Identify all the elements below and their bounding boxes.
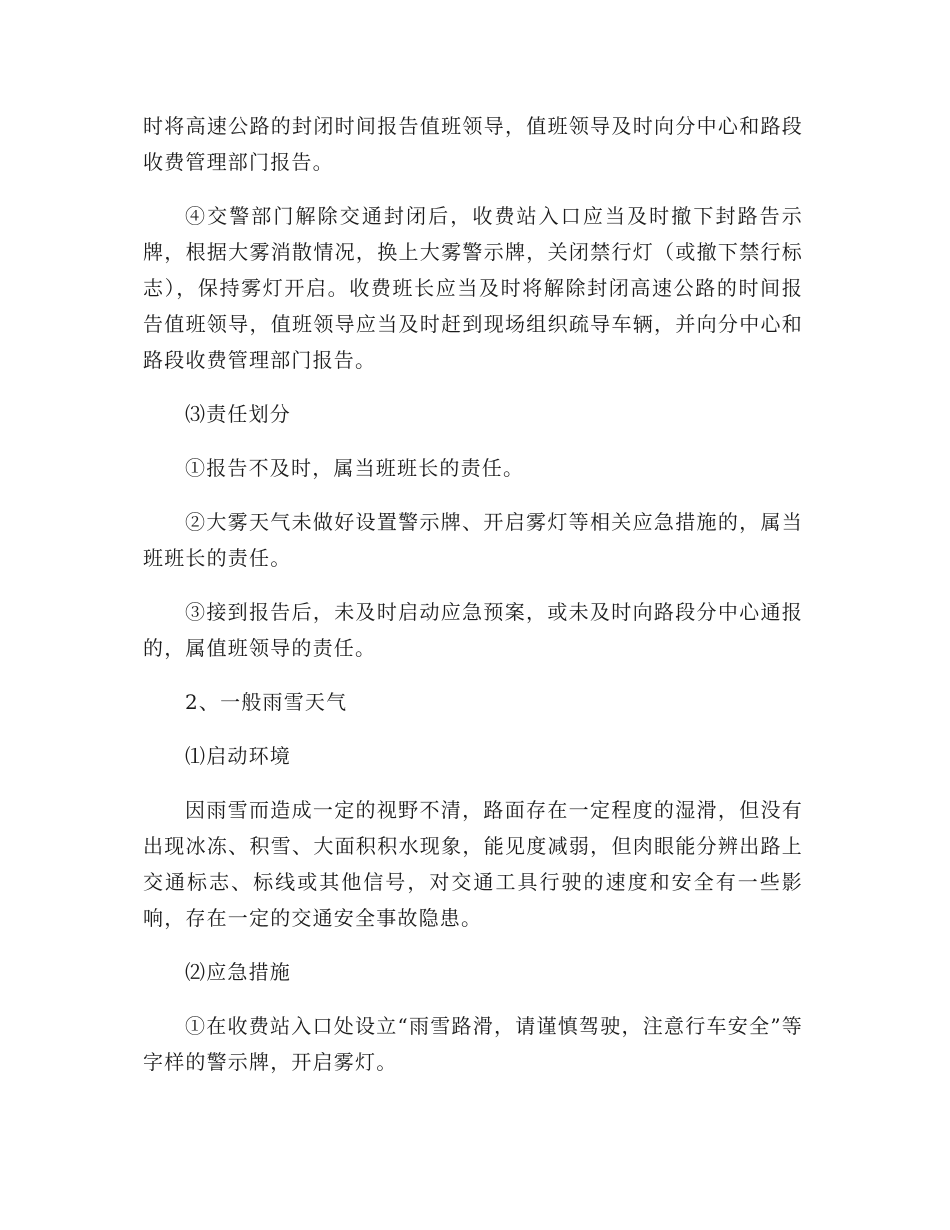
subsection-heading-measures: ⑵应急措施 <box>185 960 291 984</box>
paragraph-continuation: 时将高速公路的封闭时间报告值班领导，值班领导及时向分中心和路段收费管理部门报告。 <box>143 114 803 174</box>
paragraph-responsibility-2: ②大雾天气未做好设置警示牌、开启雾灯等相关应急措施的，属当班班长的责任。 <box>143 510 803 570</box>
paragraph-measure-1: ①在收费站入口处设立“雨雪路滑，请谨慎驾驶，注意行车安全”等字样的警示牌，开启雾灯。 <box>143 1014 803 1074</box>
subsection-heading-trigger: ⑴启动环境 <box>185 744 291 768</box>
section-heading-responsibility: ⑶责任划分 <box>185 402 291 426</box>
section-heading-rain-snow: 2、一般雨雪天气 <box>185 690 348 714</box>
paragraph-item-4-lift-closure: ④交警部门解除交通封闭后，收费站入口应当及时撤下封路告示牌，根据大雾消散情况，换上大雾警示牌，关闭禁行灯（或撤下禁行标志），保持雾灯开启。收费班长应当及时将解除封闭高速公路的时间报告值班领导，值班领导应当及时赶到现场组织疏导车辆，并向分中心和路段收费管理部门报告。 <box>143 204 803 372</box>
paragraph-responsibility-3: ③接到报告后，未及时启动应急预案，或未及时向路段分中心通报的，属值班领导的责任。 <box>143 600 803 660</box>
paragraph-trigger-description: 因雨雪而造成一定的视野不清，路面存在一定程度的湿滑，但没有出现冰冻、积雪、大面积积水现象，能见度减弱，但肉眼能分辨出路上交通标志、标线或其他信号，对交通工具行驶的速度和安全有一些影响，存在一定的交通安全事故隐患。 <box>143 798 803 930</box>
paragraph-responsibility-1: ①报告不及时，属当班班长的责任。 <box>185 456 525 480</box>
document-page <box>143 108 803 1098</box>
